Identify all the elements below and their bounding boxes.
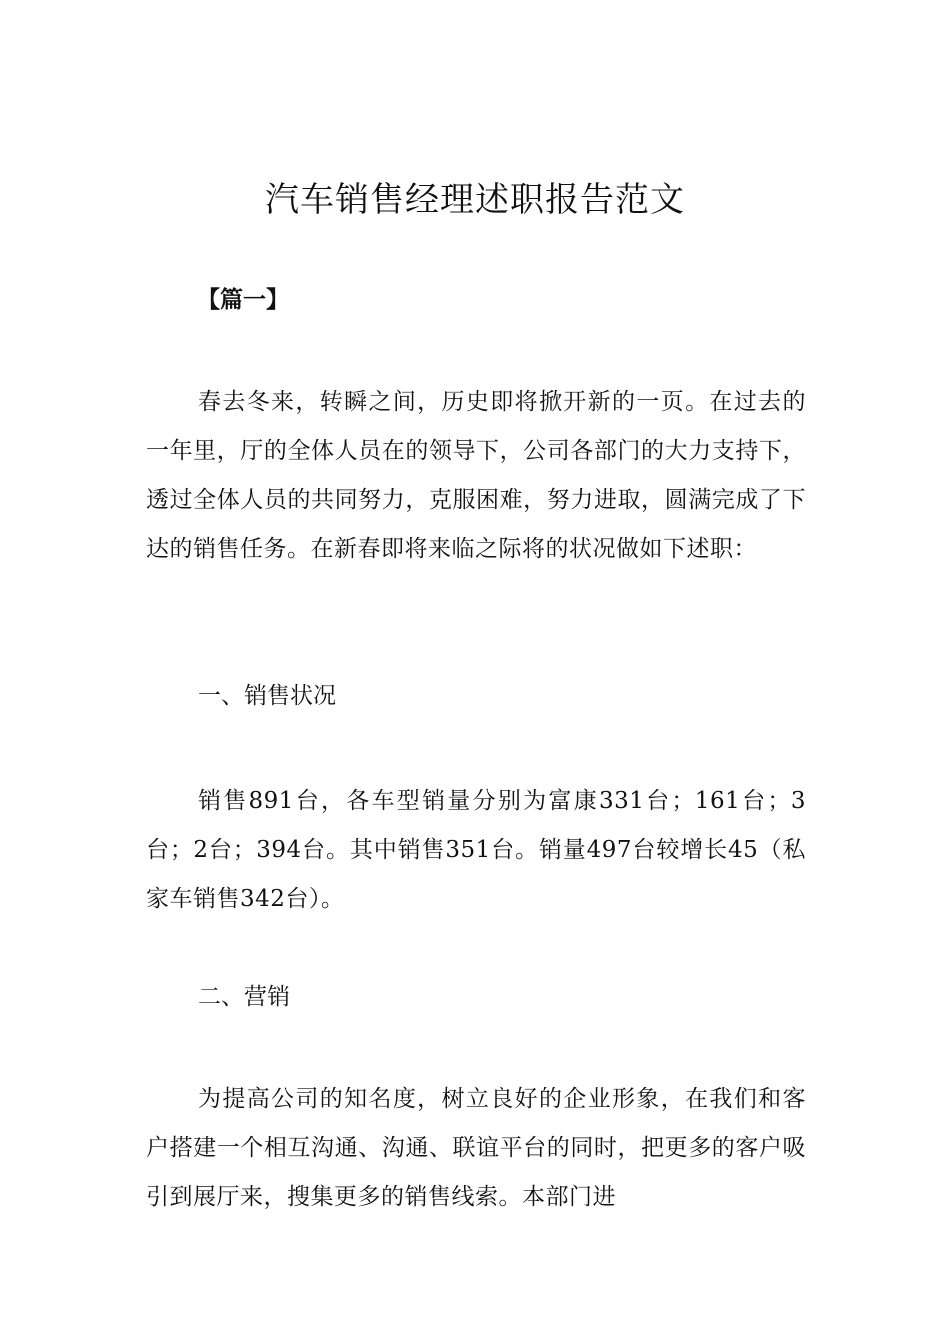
section-tag: 【篇一】	[197, 286, 289, 313]
intro-paragraph: 春去冬来，转瞬之间，历史即将掀开新的一页。在过去的一年里，厅的全体人员在的领导下，公司各部门的大力支持下，透过全体人员的共同努力，克服困难，努力进取，圆满完成了下达的销售任务。在新春即将来临之际将的状况做如下述职：	[146, 389, 806, 562]
marketing-paragraph: 为提高公司的知名度，树立良好的企业形象，在我们和客户搭建一个相互沟通、沟通、联谊平台的同时，把更多的客户吸引到展厅来，搜集更多的销售线索。本部门进	[146, 1086, 806, 1210]
sales-status-heading: 一、销售状况	[198, 683, 336, 709]
sales-status-paragraph: 销售891台，各车型销量分别为富康331台；161台；3台；2台；394台。其中销售351台。销量497台较增长45（私家车销售342台）。	[146, 788, 806, 912]
document-title: 汽车销售经理述职报告范文	[265, 180, 685, 220]
marketing-heading: 二、营销	[198, 984, 290, 1010]
